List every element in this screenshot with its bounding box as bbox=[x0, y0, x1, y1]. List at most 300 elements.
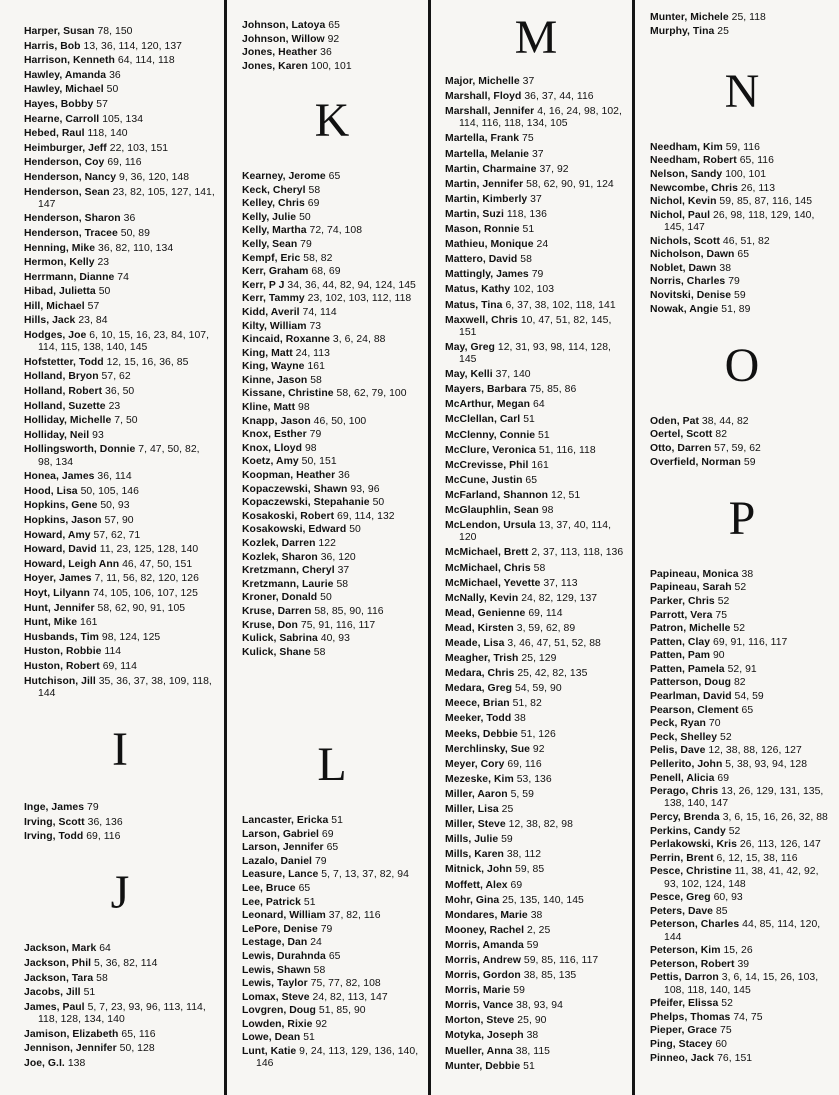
entry-name: Hutchison, Jill bbox=[24, 675, 96, 687]
entry-name: Pellerito, John bbox=[650, 759, 723, 771]
entry-name: Patten, Clay bbox=[650, 636, 711, 648]
index-entry bbox=[650, 773, 834, 785]
entry-pages: 38, 112 bbox=[506, 849, 542, 861]
entry-pages: 60 bbox=[715, 1038, 728, 1050]
index-column-4 bbox=[650, 0, 834, 1095]
entry-pages: 58, 82 bbox=[303, 252, 333, 264]
entry-pages: 64, 114, 118 bbox=[117, 55, 175, 67]
entry-pages: 50, 89 bbox=[120, 227, 150, 239]
index-entry bbox=[445, 284, 627, 296]
entry-pages: 92 bbox=[532, 743, 545, 755]
entry-name: Miller, Steve bbox=[445, 819, 506, 831]
entry-name: Perago, Chris bbox=[650, 786, 719, 798]
index-entry bbox=[242, 361, 422, 373]
index-entry bbox=[24, 646, 216, 658]
entry-pages: 36, 82, 110, 134 bbox=[98, 242, 174, 254]
index-entry bbox=[242, 869, 422, 881]
column-rule bbox=[428, 0, 431, 1095]
entry-pages: 75, 85, 86 bbox=[529, 384, 577, 396]
index-section bbox=[24, 724, 216, 843]
entry-pages: 82 bbox=[733, 677, 746, 689]
entry-pages: 69 bbox=[307, 198, 320, 210]
entry-pages: 65 bbox=[737, 249, 750, 261]
entry-pages: 98 bbox=[541, 505, 554, 517]
index-entry bbox=[242, 185, 422, 197]
entry-pages: 37, 82, 116 bbox=[328, 910, 381, 922]
entry-pages: 59 bbox=[526, 939, 539, 951]
entry-name: Hollingsworth, Donnie bbox=[24, 444, 136, 456]
index-entry bbox=[445, 149, 627, 161]
entry-pages: 79 bbox=[728, 276, 740, 288]
entry-pages: 9, 24, 113, 129, 136, 140, 146 bbox=[256, 1046, 419, 1070]
index-entry bbox=[445, 910, 627, 922]
entry-pages: 23, 82, 105, 127, 141, 147 bbox=[38, 186, 215, 210]
entry-pages: 59, 85, 87, 116, 145 bbox=[719, 196, 813, 208]
entry-name: Peterson, Charles bbox=[650, 919, 740, 931]
entry-name: Kruse, Darren bbox=[242, 605, 312, 617]
entry-name: Pieper, Grace bbox=[650, 1025, 718, 1037]
entry-pages: 6, 12, 15, 38, 116 bbox=[716, 852, 798, 864]
index-entry bbox=[24, 84, 216, 96]
entry-pages: 23, 102, 103, 112, 118 bbox=[307, 293, 412, 305]
index-entry bbox=[445, 133, 627, 145]
index-entry bbox=[24, 973, 216, 985]
entry-name: Peterson, Kim bbox=[650, 945, 721, 957]
index-entry bbox=[445, 1030, 627, 1042]
entry-pages: 52, 91 bbox=[727, 663, 757, 675]
entry-pages: 65, 116 bbox=[121, 1028, 156, 1040]
entry-name: Mayers, Barbara bbox=[445, 384, 527, 396]
entry-pages: 37 bbox=[522, 76, 535, 87]
entry-pages: 2, 25 bbox=[526, 924, 551, 936]
entry-name: Martin, Suzi bbox=[445, 208, 504, 220]
index-entry bbox=[24, 357, 216, 369]
index-entry bbox=[242, 633, 422, 645]
index-entry bbox=[242, 470, 422, 482]
entry-name: Jacobs, Jill bbox=[24, 987, 81, 999]
entry-name: Pinneo, Jack bbox=[650, 1052, 715, 1064]
index-entry bbox=[650, 705, 834, 717]
index-entry bbox=[24, 315, 216, 327]
entry-name: Knapp, Jason bbox=[242, 415, 311, 427]
entry-name: Mathieu, Monique bbox=[445, 239, 534, 251]
index-entry bbox=[445, 985, 627, 997]
entry-name: King, Matt bbox=[242, 347, 293, 359]
index-entry bbox=[650, 457, 834, 469]
entry-pages: 36 bbox=[123, 213, 136, 225]
entry-name: Meagher, Trish bbox=[445, 653, 519, 665]
entry-name: Lancaster, Ericka bbox=[242, 814, 329, 826]
index-entry bbox=[242, 171, 422, 183]
entry-pages: 6, 10, 15, 16, 23, 84, 107, 114, 115, 138, 140, 145 bbox=[38, 330, 210, 354]
entry-pages: 35, 36, 37, 38, 109, 118, 144 bbox=[38, 675, 212, 699]
entry-name: Holliday, Neil bbox=[24, 429, 90, 441]
entry-pages: 4, 16, 24, 98, 102, 114, 116, 118, 134, 105 bbox=[459, 106, 622, 130]
entry-name: Papineau, Monica bbox=[650, 568, 739, 580]
entry-name: McClellan, Carl bbox=[445, 414, 521, 426]
index-entry bbox=[24, 486, 216, 498]
entry-pages: 52 bbox=[720, 731, 732, 743]
entry-name: Hopkins, Gene bbox=[24, 500, 98, 512]
index-entry bbox=[445, 713, 627, 725]
entry-name: Herrmann, Dianne bbox=[24, 271, 115, 283]
entry-pages: 51 bbox=[523, 414, 535, 426]
entry-name: Heimburger, Jeff bbox=[24, 142, 107, 154]
entry-pages: 54, 59, 90 bbox=[514, 683, 562, 695]
entry-pages: 25, 118 bbox=[731, 12, 766, 23]
entry-name: Hunt, Jennifer bbox=[24, 602, 95, 614]
entry-pages: 105, 134 bbox=[102, 113, 144, 125]
entry-name: Pesce, Christine bbox=[650, 866, 732, 878]
index-entry bbox=[242, 1019, 422, 1031]
index-entry bbox=[24, 272, 216, 284]
index-entry bbox=[445, 698, 627, 710]
index-entry bbox=[445, 505, 627, 517]
entry-pages: 12, 31, 93, 98, 114, 128, 145 bbox=[459, 341, 611, 366]
entry-name: Motyka, Joseph bbox=[445, 1030, 524, 1042]
entry-name: James, Paul bbox=[24, 1001, 85, 1013]
entry-name: Howard, David bbox=[24, 544, 97, 556]
entry-name: Medara, Greg bbox=[445, 683, 513, 695]
entry-pages: 26, 113 bbox=[740, 182, 776, 194]
entry-name: Hood, Lisa bbox=[24, 485, 78, 497]
index-entry bbox=[445, 460, 627, 472]
index-entry bbox=[650, 906, 834, 918]
entry-pages: 36 bbox=[338, 470, 350, 482]
index-entry bbox=[445, 1000, 627, 1012]
entry-pages: 34, 36, 44, 82, 94, 124, 145 bbox=[287, 279, 416, 291]
index-entry bbox=[242, 429, 422, 441]
index-entry bbox=[242, 198, 422, 210]
entry-name: Jackson, Mark bbox=[24, 943, 97, 955]
entry-name: Pfeifer, Elissa bbox=[650, 998, 719, 1010]
entry-pages: 11, 23, 125, 128, 140 bbox=[99, 544, 199, 556]
index-entry bbox=[242, 1032, 422, 1044]
entry-name: May, Greg bbox=[445, 341, 495, 353]
entry-pages: 24, 82, 113, 147 bbox=[312, 991, 388, 1003]
entry-pages: 51, 82 bbox=[512, 698, 542, 710]
index-entry bbox=[650, 998, 834, 1010]
index-entry bbox=[24, 257, 216, 269]
index-entry bbox=[445, 940, 627, 952]
entry-name: Johnson, Willow bbox=[242, 33, 325, 45]
entry-pages: 118, 140 bbox=[87, 128, 128, 140]
index-entry bbox=[242, 61, 422, 73]
entry-name: Morris, Gordon bbox=[445, 970, 521, 982]
index-entry bbox=[24, 661, 216, 673]
entry-name: Lewis, Taylor bbox=[242, 978, 308, 990]
entry-name: Morton, Steve bbox=[445, 1015, 515, 1027]
entry-pages: 138 bbox=[67, 1057, 86, 1069]
entry-name: Lee, Patrick bbox=[242, 896, 301, 908]
entry-pages: 25, 42, 82, 135 bbox=[517, 668, 588, 680]
entry-name: Holliday, Michelle bbox=[24, 415, 112, 427]
entry-name: Hebed, Raul bbox=[24, 128, 85, 140]
entry-pages: 98 bbox=[298, 402, 310, 414]
index-entry bbox=[242, 883, 422, 895]
entry-pages: 15, 26 bbox=[723, 945, 753, 957]
entry-pages: 51 bbox=[83, 987, 96, 999]
entry-name: Morris, Vance bbox=[445, 1000, 514, 1012]
entry-pages: 58, 62, 79, 100 bbox=[336, 388, 407, 400]
entry-pages: 52 bbox=[721, 998, 733, 1010]
entry-pages: 25 bbox=[717, 25, 729, 37]
entry-name: Medara, Chris bbox=[445, 668, 515, 680]
entry-pages: 58, 62, 90, 91, 105 bbox=[97, 602, 186, 614]
section-letter: N bbox=[724, 64, 760, 118]
entry-pages: 38, 93, 94 bbox=[516, 1000, 563, 1012]
entry-pages: 51, 89 bbox=[721, 303, 751, 315]
index-entry bbox=[24, 243, 216, 255]
index-entry bbox=[24, 386, 216, 398]
entry-name: McFarland, Shannon bbox=[445, 489, 549, 501]
index-entry bbox=[650, 169, 834, 181]
entry-pages: 102, 103 bbox=[513, 284, 555, 296]
entry-pages: 36 bbox=[320, 47, 332, 59]
entry-name: Nowak, Angie bbox=[650, 303, 719, 315]
entry-name: Mattero, David bbox=[445, 254, 518, 266]
entry-pages: 5, 59 bbox=[510, 788, 534, 800]
entry-name: Husbands, Tim bbox=[24, 631, 99, 643]
entry-name: McArthur, Megan bbox=[445, 399, 531, 411]
entry-pages: 58 bbox=[533, 562, 546, 574]
section-letter: K bbox=[314, 93, 350, 147]
index-entry bbox=[650, 249, 834, 261]
index-entry bbox=[650, 919, 834, 943]
index-entry bbox=[445, 269, 627, 281]
index-entry bbox=[242, 348, 422, 360]
entry-pages: 69, 114 bbox=[528, 607, 563, 619]
index-entry bbox=[445, 744, 627, 756]
entry-pages: 58 bbox=[336, 578, 349, 590]
index-entry bbox=[24, 1043, 216, 1055]
entry-name: Huston, Robbie bbox=[24, 646, 102, 658]
entry-name: Koopman, Heather bbox=[242, 470, 336, 482]
entry-pages: 13, 36, 114, 120, 137 bbox=[83, 40, 182, 52]
entry-name: Nelson, Sandy bbox=[650, 168, 723, 180]
entry-pages: 93, 96 bbox=[350, 483, 380, 495]
index-entry bbox=[445, 414, 627, 426]
entry-name: Pearlman, David bbox=[650, 691, 732, 703]
entry-name: Lunt, Katie bbox=[242, 1046, 297, 1058]
entry-name: Huston, Robert bbox=[24, 660, 100, 672]
entry-pages: 52 bbox=[734, 582, 747, 594]
entry-name: Kelly, Julie bbox=[242, 211, 297, 223]
entry-pages: 79 bbox=[86, 801, 99, 813]
entry-pages: 46, 47, 50, 151 bbox=[122, 558, 193, 570]
index-entry bbox=[24, 41, 216, 53]
entry-pages: 74, 114 bbox=[302, 306, 337, 318]
index-entry bbox=[242, 280, 422, 292]
entry-name: Lovgren, Doug bbox=[242, 1005, 316, 1017]
index-entry bbox=[445, 209, 627, 221]
entry-pages: 161 bbox=[307, 361, 325, 373]
entry-pages: 50, 151 bbox=[301, 456, 337, 468]
entry-name: Kincaid, Roxanne bbox=[242, 334, 330, 346]
entry-pages: 52 bbox=[733, 623, 746, 635]
entry-pages: 38 bbox=[719, 262, 732, 274]
entry-name: Mitnick, John bbox=[445, 864, 513, 876]
index-entry bbox=[445, 342, 627, 366]
entry-name: Marshall, Jennifer bbox=[445, 106, 535, 118]
entry-pages: 3, 46, 47, 51, 52, 88 bbox=[507, 638, 601, 649]
entry-name: Jones, Heather bbox=[242, 47, 318, 59]
entry-pages: 5, 7, 13, 37, 82, 94 bbox=[321, 869, 409, 881]
index-entry bbox=[650, 1025, 834, 1037]
entry-pages: 59, 85, 116, 117 bbox=[523, 954, 599, 966]
entry-name: Kozlek, Darren bbox=[242, 538, 316, 550]
entry-pages: 58 bbox=[308, 184, 321, 196]
entry-name: Keck, Cheryl bbox=[242, 184, 306, 196]
entry-name: Ping, Stacey bbox=[650, 1038, 713, 1050]
index-entry bbox=[24, 500, 216, 512]
entry-pages: 93 bbox=[92, 429, 104, 441]
entry-name: Otto, Darren bbox=[650, 442, 712, 454]
index-entry bbox=[650, 443, 834, 455]
index-entry bbox=[650, 12, 834, 24]
index-entry bbox=[242, 992, 422, 1004]
entry-name: Holland, Suzette bbox=[24, 400, 106, 412]
index-entry bbox=[650, 429, 834, 441]
index-entry bbox=[24, 831, 216, 843]
entry-name: Henderson, Tracee bbox=[24, 227, 118, 239]
entry-name: Harrison, Kenneth bbox=[24, 55, 115, 67]
entry-name: Major, Michelle bbox=[445, 76, 520, 87]
entry-pages: 36, 37, 44, 116 bbox=[524, 91, 594, 103]
entry-pages: 118, 136 bbox=[506, 208, 547, 220]
entry-name: Mezeske, Kim bbox=[445, 773, 514, 785]
index-entry bbox=[242, 856, 422, 868]
entry-pages: 58 bbox=[96, 972, 108, 984]
index-entry bbox=[445, 955, 627, 967]
entry-name: Munter, Debbie bbox=[445, 1060, 521, 1072]
section-letter: I bbox=[112, 722, 128, 776]
entry-pages: 59 bbox=[513, 985, 525, 997]
entry-name: Hill, Michael bbox=[24, 300, 85, 312]
entry-pages: 24 bbox=[310, 937, 322, 949]
entry-pages: 64 bbox=[99, 943, 111, 955]
index-entry bbox=[242, 20, 422, 32]
index-section bbox=[650, 12, 834, 38]
entry-name: Norris, Charles bbox=[650, 276, 726, 288]
entry-pages: 57 bbox=[96, 98, 108, 110]
index-entry bbox=[445, 623, 627, 635]
entry-name: Larson, Gabriel bbox=[242, 828, 319, 840]
entry-pages: 60, 93 bbox=[713, 892, 743, 904]
entry-name: Jackson, Phil bbox=[24, 957, 92, 969]
index-entry bbox=[650, 290, 834, 302]
index-entry bbox=[24, 802, 216, 814]
index-entry bbox=[445, 608, 627, 620]
entry-pages: 36, 114 bbox=[97, 471, 132, 483]
index-entry bbox=[24, 143, 216, 155]
entry-name: Henderson, Coy bbox=[24, 157, 105, 169]
index-entry bbox=[445, 668, 627, 680]
entry-name: Hunt, Mike bbox=[24, 617, 78, 629]
entry-name: Knox, Esther bbox=[242, 429, 307, 441]
entry-name: Meeks, Debbie bbox=[445, 728, 518, 740]
index-entry bbox=[650, 596, 834, 608]
entry-name: Morris, Marie bbox=[445, 985, 511, 997]
index-section bbox=[445, 12, 627, 1073]
index-entry bbox=[242, 524, 422, 536]
entry-pages: 82 bbox=[715, 429, 728, 441]
section-letter: P bbox=[728, 491, 756, 545]
index-entry bbox=[242, 924, 422, 936]
index-entry bbox=[650, 569, 834, 581]
entry-name: Marshall, Floyd bbox=[445, 91, 522, 103]
entry-pages: 92 bbox=[327, 33, 340, 45]
section-letter: O bbox=[724, 338, 760, 392]
index-entry bbox=[24, 172, 216, 184]
entry-pages: 39 bbox=[737, 958, 750, 970]
entry-pages: 72, 74, 108 bbox=[309, 225, 363, 237]
entry-name: McCrevisse, Phil bbox=[445, 459, 529, 471]
entry-pages: 22, 103, 151 bbox=[109, 142, 169, 154]
index-entry bbox=[650, 582, 834, 594]
entry-pages: 65 bbox=[328, 950, 341, 962]
entry-pages: 58, 62, 90, 91, 124 bbox=[526, 178, 614, 190]
index-entry bbox=[445, 895, 627, 907]
entry-name: Hawley, Amanda bbox=[24, 69, 107, 81]
entry-name: Hawley, Michael bbox=[24, 84, 104, 96]
index-section bbox=[24, 867, 216, 1070]
entry-pages: 38 bbox=[741, 568, 754, 580]
entry-name: Hayes, Bobby bbox=[24, 98, 94, 110]
index-entry bbox=[445, 880, 627, 892]
index-entry bbox=[242, 978, 422, 990]
index-entry bbox=[24, 286, 216, 298]
index-entry bbox=[242, 225, 422, 237]
entry-name: McClure, Veronica bbox=[445, 444, 536, 456]
entry-pages: 37, 140 bbox=[495, 369, 531, 381]
entry-pages: 57, 62 bbox=[101, 371, 131, 383]
entry-pages: 73 bbox=[309, 320, 322, 332]
entry-name: Mattingly, James bbox=[445, 269, 529, 281]
index-entry bbox=[24, 943, 216, 955]
index-entry bbox=[24, 817, 216, 829]
entry-pages: 74, 75 bbox=[733, 1011, 763, 1023]
entry-pages: 69, 116 bbox=[107, 157, 142, 169]
entry-name: Mead, Genienne bbox=[445, 607, 526, 619]
entry-pages: 25 bbox=[501, 804, 514, 816]
entry-name: Kearney, Jerome bbox=[242, 170, 326, 182]
entry-pages: 23, 84 bbox=[78, 315, 108, 327]
index-entry bbox=[650, 637, 834, 649]
entry-pages: 54, 59 bbox=[734, 691, 764, 703]
entry-name: Matus, Kathy bbox=[445, 284, 511, 296]
entry-name: Needham, Kim bbox=[650, 141, 723, 153]
index-entry bbox=[445, 179, 627, 191]
entry-name: Perrin, Brent bbox=[650, 852, 714, 864]
entry-name: Inge, James bbox=[24, 801, 85, 813]
index-entry bbox=[650, 853, 834, 865]
entry-name: Martin, Kimberly bbox=[445, 193, 528, 205]
index-entry bbox=[242, 538, 422, 550]
entry-pages: 3, 6, 15, 16, 26, 32, 88 bbox=[722, 812, 828, 824]
entry-pages: 3, 6, 24, 88 bbox=[332, 334, 386, 346]
entry-name: Larson, Jennifer bbox=[242, 842, 324, 854]
index-entry bbox=[445, 970, 627, 982]
index-entry bbox=[24, 430, 216, 442]
index-section bbox=[650, 493, 834, 1065]
entry-pages: 79 bbox=[300, 238, 312, 250]
entry-pages: 57 bbox=[87, 300, 100, 312]
entry-pages: 58 bbox=[313, 964, 326, 976]
index-entry bbox=[445, 300, 627, 312]
entry-name: Lestage, Dan bbox=[242, 937, 308, 949]
entry-name: Merchlinsky, Sue bbox=[445, 743, 530, 755]
